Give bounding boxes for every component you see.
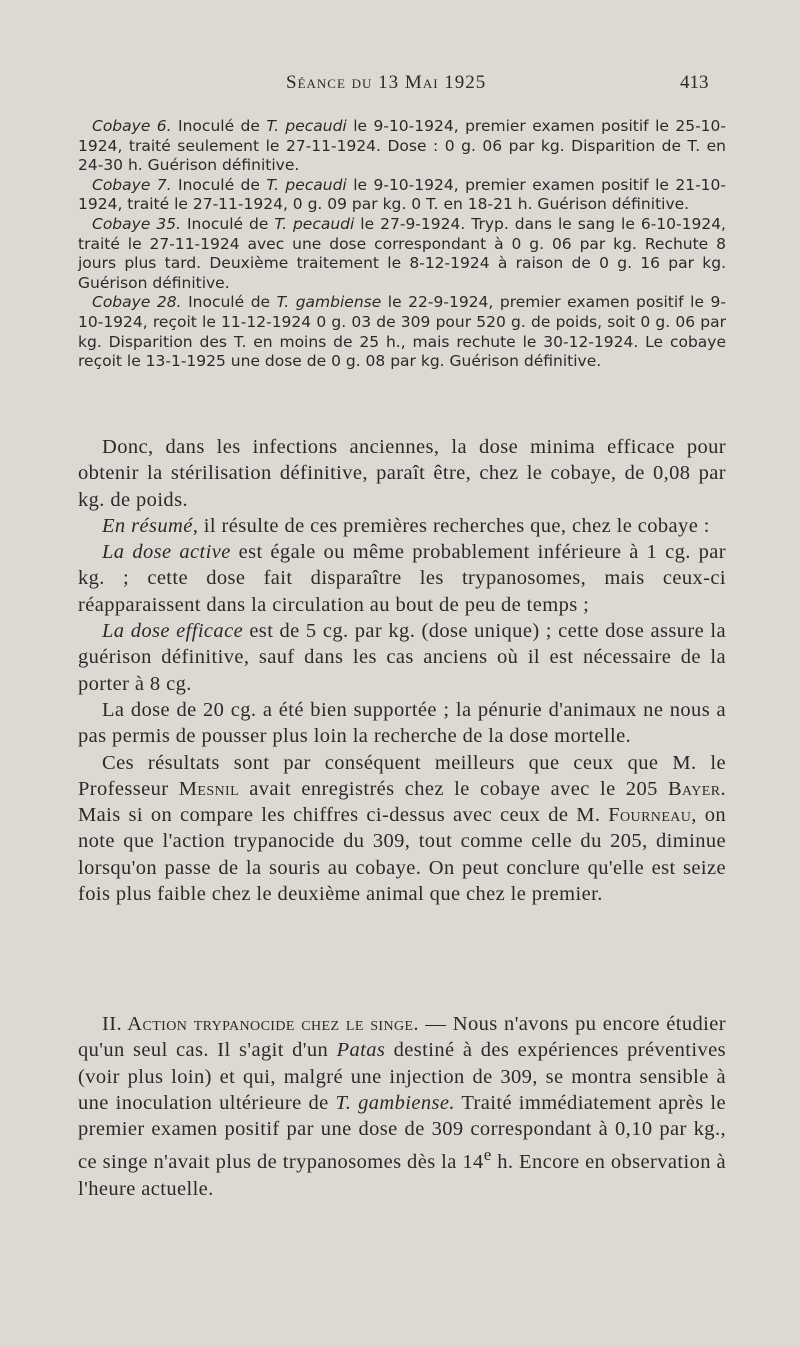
section-singe bbox=[78, 1011, 726, 1202]
paragraph: Ces résultats sont par conséquent meilleurs que ceux que M. le Professeur Mesnil avait enregistrés chez le cobaye avec le 205 Bayer. Mais si on compare les chiffres ci-dessus avec ceux de M. Fourneau, on note que l'action trypanocide du 309, tout comme celle du 205, diminue lorsqu'on passe de la souris au cobaye. On peut conclure qu'elle est seize fois plus faible chez le deuxième animal que chez le premier. bbox=[78, 751, 727, 906]
running-header bbox=[0, 72, 800, 102]
page-number: 413 bbox=[680, 72, 709, 93]
paragraph: Donc, dans les infections anciennes, la dose minima efficace pour obtenir la stérilisation définitive, paraît être, chez le cobaye, de 0,08 par kg. de poids. bbox=[78, 436, 726, 511]
main-text bbox=[78, 434, 726, 907]
section-heading: II. Action trypanocide chez le singe. bbox=[102, 1013, 419, 1035]
header-title: Séance du 13 Mai 1925 bbox=[286, 72, 487, 93]
paragraph: La dose de 20 cg. a été bien supportée ; la pénurie d'animaux ne nous a pas permis de pousser plus loin la recherche de la dose mortelle. bbox=[78, 698, 726, 748]
paragraph: La dose efficace est de 5 cg. par kg. (dose unique) ; cette dose assure la guérison définitive, sauf dans les cas anciens où il est nécessaire de la porter à 8 cg. bbox=[78, 620, 726, 695]
paragraph: II. Action trypanocide chez le singe. — Nous n'avons pu encore étudier qu'un seul cas. Il s'agit d'un Patas destiné à des expériences préventives (voir plus loin) et qui, malgré une injection de 309, se montra sensible à une inoculation ultérieure de T. gambiense. Traité immédiatement après le premier examen positif par une dose de 309 correspondant à 0,10 par kg., ce singe n'avait plus de trypanosomes dès la 14e h. Encore en observation à l'heure actuelle. bbox=[78, 1013, 726, 1200]
case-notes bbox=[78, 117, 726, 372]
paragraph: En résumé, il résulte de ces premières recherches que, chez le cobaye : bbox=[102, 514, 710, 537]
case-note: Cobaye 7. Inoculé de T. pecaudi le 9-10-1924, premier examen positif le 21-10-1924, traité le 27-11-1924, 0 g. 09 par kg. 0 T. en 18-21 h. Guérison définitive. bbox=[78, 175, 726, 214]
case-note: Cobaye 35. Inoculé de T. pecaudi le 27-9-1924. Tryp. dans le sang le 6-10-1924, traité le 27-11-1924 avec une dose correspondant à 0 g. 06 par kg. Rechute 8 jours plus tard. Deuxième traitement le 8-12-1924 à raison de 0 g. 16 par kg. Guérison définitive. bbox=[78, 214, 726, 292]
case-note: Cobaye 6. Inoculé de T. pecaudi le 9-10-1924, premier examen positif le 25-10-1924, traité seulement le 27-11-1924. Dose : 0 g. 06 par kg. Disparition de T. en 24-30 h. Guérison définitive. bbox=[78, 117, 726, 175]
case-note: Cobaye 28. Inoculé de T. gambiense le 22-9-1924, premier examen positif le 9-10-1924, reçoit le 11-12-1924 0 g. 03 de 309 pour 520 g. de poids, soit 0 g. 06 par kg. Disparition des T. en moins de 25 h., mais rechute le 30-12-1924. Le cobaye reçoit le 13-1-1925 une dose de 0 g. 08 par kg. Guérison définitive. bbox=[78, 293, 726, 371]
paragraph: La dose active est égale ou même probablement inférieure à 1 cg. par kg. ; cette dose fait disparaître les trypanosomes, mais ceux-ci réapparaissent dans la circulation au bout de peu de temps ; bbox=[78, 541, 726, 616]
